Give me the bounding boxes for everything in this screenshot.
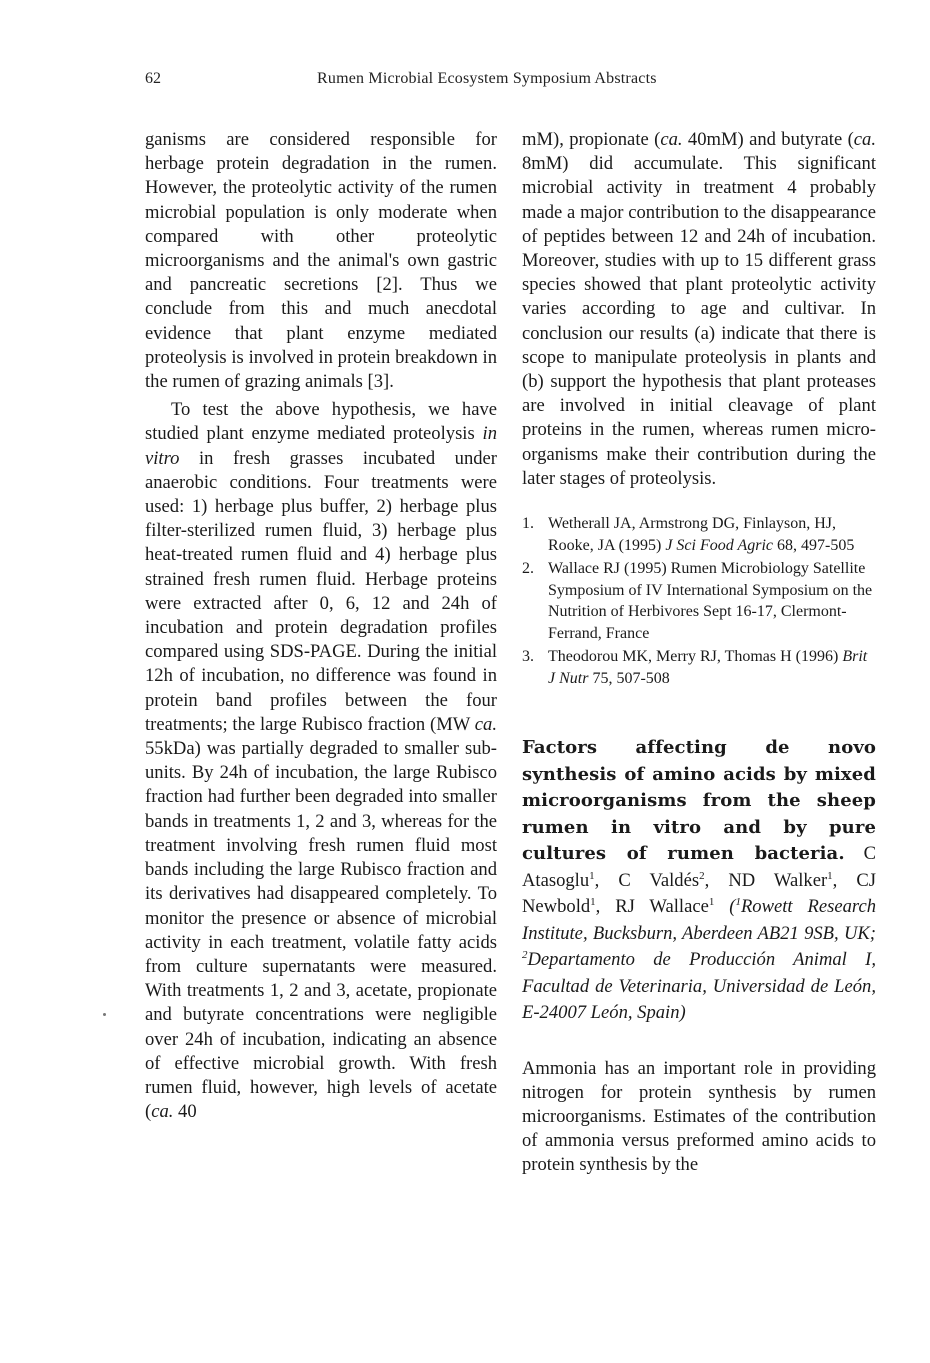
text-run: To test the above hypothesis, we have studied plant enzyme mediated proteolysis (145, 399, 497, 445)
reference-journal: Brit J Nutr (548, 648, 868, 687)
text-run: mM), propionate ( (522, 129, 661, 150)
abstract-heading (522, 735, 876, 1027)
reference-number: 1. (522, 515, 534, 533)
affiliation-text: Departamento de Producción Animal I, Facultad de Veterinaria, Universidad de León, E-24007 León, Spain) (522, 949, 876, 1024)
italic-ca: ca. (660, 129, 683, 150)
reference-text: Wetherall JA, Armstrong DG, Finlayson, HJ, Rooke, JA (1995) (548, 515, 837, 554)
affiliation-mark: 2 (522, 948, 528, 961)
text-run: 40mM) and butyrate ( (682, 129, 854, 150)
reference-text: Wallace RJ (1995) Rumen Microbiology Satellite Symposium of IV International Symposium on the Nutrition of Herbivores Sept 16-17, Clermont-Ferrand, France (548, 560, 873, 642)
italic-ca: ca. (474, 713, 497, 735)
affiliation-mark: 1 (735, 895, 741, 908)
italic-term: in vitro (145, 423, 497, 469)
page-number: 62 (145, 70, 161, 87)
affiliation-mark: 2 (699, 869, 705, 882)
affiliation-mark: 1 (708, 895, 715, 908)
right-column (522, 128, 876, 1178)
reference-number: 3. (522, 648, 534, 666)
reference-list (522, 513, 876, 689)
text-run: 8mM) did accumulate. This significant microbial activity in treatment 4 probably made a major contribution to the disappearance of peptides between 12 and 24h of incubation. Moreover, studies with up to 15 different grass species showed that plant proteolytic activity varies according to age and cultivar. In conclusion our results (a) indicate that there is scope to manipulate proteolysis in plants and (b) support the hypothesis that plant proteases are involved in initial cleavage of plant proteins in the rumen, whereas rumen micro-organisms make their contribution during the later stages of proteolysis. (522, 153, 876, 489)
reference-text: Theodorou MK, Merry RJ, Thomas H (1996) (548, 648, 843, 666)
reference-journal: J Sci Food Agric (665, 536, 774, 554)
right-paragraph-1 (522, 128, 876, 491)
running-head (145, 70, 875, 94)
reference-item (522, 513, 876, 556)
reference-item (522, 646, 876, 689)
reference-number: 2. (522, 560, 534, 578)
affiliation-text: ( (714, 896, 736, 918)
text-run: 40 (173, 1101, 197, 1123)
margin-mark (103, 1013, 106, 1016)
left-paragraph-2 (145, 398, 497, 1124)
abstract-body: Ammonia has an important role in providing nitrogen for protein synthesis by rumen microorganisms. Estimates of the contribution of ammonia versus preformed amino acids to protein synthesis by the (522, 1057, 876, 1176)
text-run: in fresh grasses incubated under anaerobic conditions. Four treatments were used: 1) herbage plus buffer, 2) herbage plus filter-sterilized rumen fluid, 3) herbage plus heat-treated rumen fluid and 4) herbage plus strained fresh rumen fluid. Herbage proteins were extracted after 0, 6, 12 and 24h of incubation and protein degradation profiles compared using SDS-PAGE. During the initial 12h of incubation, no difference was found in protein band profiles between the four treatments; the large Rubisco fraction (MW (145, 447, 497, 735)
reference-item (522, 558, 876, 644)
text-run: 55kDa) was partially degraded to smaller sub-units. By 24h of incubation, the large Rubisco fraction had further been degraded into smaller bands in treatments 1, 2 and 3, whereas for the treatment involving fresh rumen fluid most bands including the large Rubisco fraction and its derivatives had disappeared completely. To monitor the presence or absence of microbial activity in each treatment, volatile fatty acids from culture supernatants were measured. With treatments 1, 2 and 3, acetate, propionate and butyrate concentrations were negligible over 24h of incubation, indicating an absence of effective microbial growth. With fresh rumen fluid, however, high levels of acetate ( (145, 738, 497, 1123)
italic-ca: ca. (151, 1101, 174, 1123)
affiliation-mark: 1 (590, 895, 596, 908)
left-paragraph-1: ganisms are considered responsible for herbage protein degradation in the rumen. However, the proteolytic activity of the rumen microbial population is only moderate when compared with other proteolytic microorganisms and the animal's own gastric and pancreatic secretions [2]. Thus we conclude from this and much anecdotal evidence that plant enzyme mediated proteolysis is involved in protein breakdown in the rumen of grazing animals [3]. (145, 129, 497, 393)
reference-text: 75, 507-508 (588, 669, 670, 687)
author-name: C Atasoglu (522, 843, 876, 891)
affiliation-mark: 1 (827, 869, 833, 882)
author-name: , CJ Newbold (522, 869, 877, 918)
italic-ca: ca. (853, 129, 876, 150)
abstract-title: Factors affecting de novo synthesis of amino acids by mixed microorganisms from the sheep rumen in vitro and by pure cultures of rumen bacteria. (522, 737, 876, 865)
affiliation-mark: 1 (589, 869, 595, 882)
author-name: , RJ Wallace (595, 896, 709, 918)
affiliation-text: Rowett Research Institute, Bucksburn, Aberdeen AB21 9SB, UK; (522, 896, 876, 944)
journal-title: Rumen Microbial Ecosystem Symposium Abstracts (317, 70, 657, 87)
reference-text: 68, 497-505 (773, 536, 855, 554)
author-name: , C Valdés (594, 869, 700, 891)
author-name: , ND Walker (704, 869, 828, 891)
left-column (145, 128, 497, 1124)
